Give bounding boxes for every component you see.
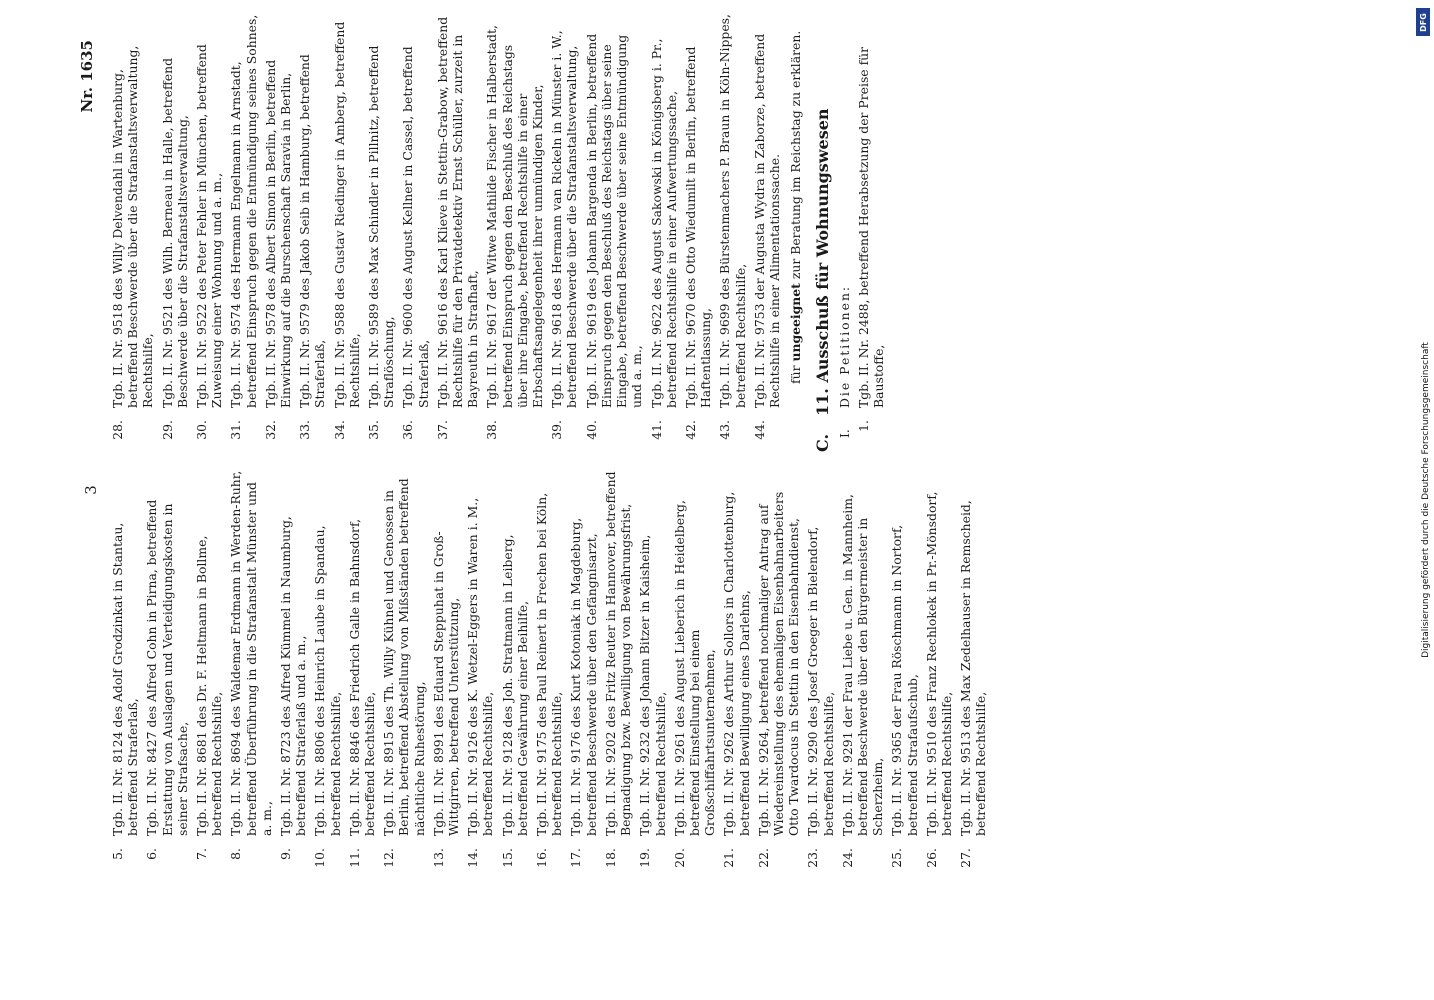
entry-number: 20. [671,848,687,868]
entry-text: Tgb. II. Nr. 9574 des Hermann Engelmann in Arnstadt, betreffend Einspruch gegen die Entmündigung seines Sohnes, [228,14,259,408]
entry-number: 39. [549,420,565,440]
petition-entry [431,470,461,880]
entry-number: 42. [682,420,698,440]
entry-number: 12. [381,848,397,868]
entry-number: 31. [228,420,244,440]
entry-text: Tgb. II. Nr. 2488, betreffend Herabsetzung der Preise für Baustoffe, [855,46,886,408]
petition-entry [194,470,224,880]
entry-text: Tgb. II. Nr. 9232 des Johann Bitzer in Kaisheim, betreffend Rechtshilfe, [637,534,668,836]
entry-text: Tgb. II. Nr. 9291 der Frau Liebe u. Gen. in Mannheim, betreffend Beschwerde über den Bürgermeister in Scherzheim, [839,494,886,836]
entry-number: 24. [839,848,855,868]
entry-text: Tgb. II. Nr. 9617 der Witwe Mathilde Fischer in Halberstadt, betreffend Einspruch gegen den Beschluß des Reichstags über ihre Eingabe, betreffend Rechtshilfe in einer Erbschaftsangelegenheit ihrer unmündigen Kinder, [484,25,546,408]
entry-text: Tgb. II. Nr. 9521 des Wilh. Berneau in Halle, betreffend Beschwerde über die Strafanstaltsverwaltung, [159,57,190,408]
entry-number: 7. [194,848,210,860]
petition-entry [278,470,308,880]
entry-number: 36. [400,420,416,440]
entry-number: 26. [923,848,939,868]
page-number: 3 [82,485,100,495]
petition-entry [958,470,988,880]
entry-text: Tgb. II. Nr. 8427 des Alfred Cohn in Pirna, betreffend Erstattung von Auslagen und Verteidigungskosten in seiner Strafsache, [144,499,190,836]
petition-entry [637,470,667,880]
entry-text: Tgb. II. Nr. 9622 des August Sakowski in Königsberg i. Pr., betreffend Rechtshilfe in einer Aufwertungssache, [648,38,679,408]
petition-entry [144,470,190,880]
entry-number: 8. [228,848,244,860]
entry-number: 23. [805,848,821,868]
entry-number: 15. [499,848,515,868]
petition-entry [228,12,258,452]
petition-entry [721,470,751,880]
entry-number: 43. [717,420,733,440]
committee-decision [788,12,803,452]
entry-number: 18. [602,848,618,868]
entry-number: 28. [110,420,125,440]
entry-number: 22. [755,848,771,868]
petition-entry [263,12,293,452]
entry-text: Tgb. II. Nr. 9261 des August Lieberich in Heidelberg, betreffend Einstellung bei einem Großschiffahrtsunternehmen, [671,500,718,836]
entry-text: Tgb. II. Nr. 8915 des Th. Willy Kühnel und Genossen in Berlin, betreffend Abstellung von Mißständen betreffend nächtliche Ruhestörung, [381,478,427,836]
entry-text: Tgb. II. Nr. 9579 des Jakob Seib in Hamburg, betreffend Straferlaß, [297,54,328,408]
petition-entry [312,470,342,880]
entry-text: Tgb. II. Nr. 9176 des Kurt Kotoniak in Magdeburg, betreffend Beschwerde über den Gefängnisarzt, [568,517,599,836]
entry-number: 29. [159,420,175,440]
petition-entry [649,12,679,452]
entry-number: 16. [534,848,550,868]
entry-text: Tgb. II. Nr. 9753 der Augusta Wydra in Zaborze, betreffend Rechtshilfe in einer Alimentationssache. [751,33,782,408]
petition-entry [603,470,633,880]
entry-number: 41. [648,420,664,440]
entry-number: 6. [144,848,160,860]
section-heading [813,12,833,452]
entry-number: 34. [331,420,347,440]
entry-text: Tgb. II. Nr. 9264, betreffend nochmaliger Antrag auf Wiedereinstellung des ehemaligen Eisenbahnarbeiters Otto Twardocus in Stettin in den Eisenbahndienst, [755,491,802,836]
entry-number: 35. [366,420,382,440]
entry-text: Tgb. II. Nr. 9616 des Karl Klieve in Stettin-Grabow, betreffend Rechtshilfe für den Privatdetektiv Ernst Schüller, zurzeit in Bayreuth in Strafhaft, [434,16,481,408]
entry-text: Tgb. II. Nr. 9588 des Gustav Riedinger in Amberg, betreffend Rechtshilfe, [331,21,362,408]
entry-text: Tgb. II. Nr. 9365 der Frau Röschmann in Nortorf, betreffend Strafaufschub, [889,524,920,836]
petition-entry [889,470,919,880]
petition-entry [752,12,782,452]
entry-text: Tgb. II. Nr. 9522 des Peter Fehler in München, betreffend Zuweisung einer Wohnung und a. m., [194,44,225,408]
entry-number: 9. [278,848,294,860]
entry-number: 21. [721,848,737,868]
digitization-credit: Digitalisierung gefördert durch die Deutsche Forschungsgemeinschaft [1421,342,1431,658]
petition-entry [584,12,645,452]
entry-text: Tgb. II. Nr. 9126 des K. Wetzel-Eggers in Waren i. M., betreffend Rechtshilfe, [465,497,496,836]
entry-text: Tgb. II. Nr. 9699 des Bürstenmachers P. Braun in Köln-Nippes, betreffend Rechtshilfe, [717,14,748,408]
entry-text: Tgb. II. Nr. 9175 des Paul Reinert in Frechen bei Köln, betreffend Rechtshilfe, [534,492,565,836]
entry-number: 14. [465,848,481,868]
entry-text: Tgb. II. Nr. 9128 des Joh. Stratmann in Leiberg, betreffend Gewährung einer Beihilfe, [499,534,530,836]
entry-number: 44. [751,420,767,440]
petition-entry [228,470,274,880]
petition-entry [500,470,530,880]
entry-text: Tgb. II. Nr. 9290 des Josef Groeger in Bielendorf, betreffend Rechtshilfe, [805,526,836,836]
entry-text: Tgb. II. Nr. 8694 des Waldemar Erdmann in Werden-Ruhr, betreffend Überführung in die Strafanstalt Münster und a. m., [228,470,274,836]
petition-entry [366,12,396,452]
entry-text: Tgb. II. Nr. 8991 des Eduard Steppuhat in Groß-Wittgirren, betreffend Unterstützung, [430,531,462,836]
subsection-number: I. [836,429,852,438]
entry-number: 11. [346,848,362,868]
entry-number: 17. [568,848,584,868]
petition-entry [194,12,224,452]
petition-entry [549,12,579,452]
decision-prefix: für [788,365,804,384]
dfg-logo-text: DFG [1418,12,1428,32]
petition-entry [717,12,747,452]
petition-entry [332,12,362,452]
entry-text: Tgb. II. Nr. 9262 des Arthur Sollors in Charlottenburg, betreffend Bewilligung eines Darlehns, [721,491,752,836]
entry-number: 25. [889,848,905,868]
petition-entry [484,12,545,452]
decision-keyword: ungeeignet [788,283,804,362]
entry-number: 32. [262,420,278,440]
petition-entry [297,12,327,452]
entry-text: Tgb. II. Nr. 9518 des Willy Delvendahl in Wartenburg, betreffend Beschwerde über die Strafanstaltsverwaltung, Rechtshilfe, [110,45,156,408]
petition-entry [465,470,495,880]
entry-number: 13. [430,848,446,868]
petition-entry [160,12,190,452]
subsection-heading [837,12,852,452]
entry-number: 5. [110,848,125,860]
entry-number: 38. [484,420,500,440]
petition-entry [683,12,713,452]
subsection-title: Die Petitionen: [836,284,852,408]
petition-entry [805,470,835,880]
petition-entry [435,12,481,452]
petition-entry [110,470,140,880]
section-letter: C. [813,433,833,452]
entry-text: Tgb. II. Nr. 8846 des Friedrich Galle in Bahnsdorf, betreffend Rechtshilfe, [346,518,378,836]
entry-text: Tgb. II. Nr. 8681 des Dr. F. Heltmann in Bollme, betreffend Rechtshilfe, [194,535,225,836]
entry-text: Tgb. II. Nr. 9202 des Fritz Reuter in Hannover, betreffend Begnadigung bzw. Bewilligung von Bewährungsfrist, [602,471,634,836]
petition-entry [840,470,886,880]
entry-number: 10. [312,848,328,868]
entry-text: Tgb. II. Nr. 9670 des Otto Wiedumilt in Berlin, betreffend Haftentlassung, [682,46,714,408]
petition-entry [347,470,377,880]
petition-entry [756,470,802,880]
petition-entry [924,470,954,880]
document-reference: Nr. 1635 [78,40,96,113]
petition-entry [534,470,564,880]
petition-entry [400,12,430,452]
decision-suffix: zur Beratung im Reichstag zu erklären. [788,30,804,280]
section-title: 11. Ausschuß für Wohnungswesen [813,108,833,416]
entry-text: Tgb. II. Nr. 9600 des August Kellner in Cassel, betreffend Straferlaß, [400,46,431,408]
petition-entry [381,470,427,880]
petition-entry [110,12,156,452]
entry-text: Tgb. II. Nr. 9589 des Max Schindler in Pillnitz, betreffend Straflöschung, [366,45,397,408]
petition-entry [568,470,598,880]
left-column [110,470,993,880]
entry-text: Tgb. II. Nr. 8124 des Adolf Grodzinkat in Stantau, betreffend Straferlaß, [110,522,141,836]
petition-entry [672,470,718,880]
petition-entry [856,12,886,452]
entry-number: 33. [297,420,313,440]
entry-number: 30. [194,420,210,440]
entry-text: Tgb. II. Nr. 9618 des Hermann van Rickeln in Münster i. W., betreffend Beschwerde über die Strafanstaltsverwaltung, [549,30,580,408]
entry-number: 19. [637,848,653,868]
entry-text: Tgb. II. Nr. 9513 des Max Zedelhauser in Remscheid, betreffend Rechtshilfe, [958,500,989,836]
entry-text: Tgb. II. Nr. 9578 des Albert Simon in Berlin, betreffend Einwirkung auf die Burschenschaft Saravia in Berlin, [262,59,294,408]
entry-text: Tgb. II. Nr. 9510 des Franz Rechlokek in Pr.-Mönsdorf, betreffend Rechtshilfe, [923,491,954,836]
right-column [110,12,890,452]
entry-text: Tgb. II. Nr. 8806 des Heinrich Laube in Spandau, betreffend Rechtshilfe, [312,525,343,836]
dfg-logo [1416,8,1430,36]
entry-text: Tgb. II. Nr. 8723 des Alfred Kümmel in Naumburg, betreffend Straferlaß und a. m., [278,516,309,836]
entry-number: 37. [434,420,450,440]
entry-number: 27. [958,848,974,868]
entry-text: Tgb. II. Nr. 9619 des Johann Bargenda in Berlin, betreffend Einspruch gegen den Beschluß des Reichstags über seine Eingabe, betreffend Beschwerde über seine Entmündigung und a. m., [583,33,645,408]
entry-number: 40. [583,420,599,440]
entry-number: 1. [855,420,871,432]
